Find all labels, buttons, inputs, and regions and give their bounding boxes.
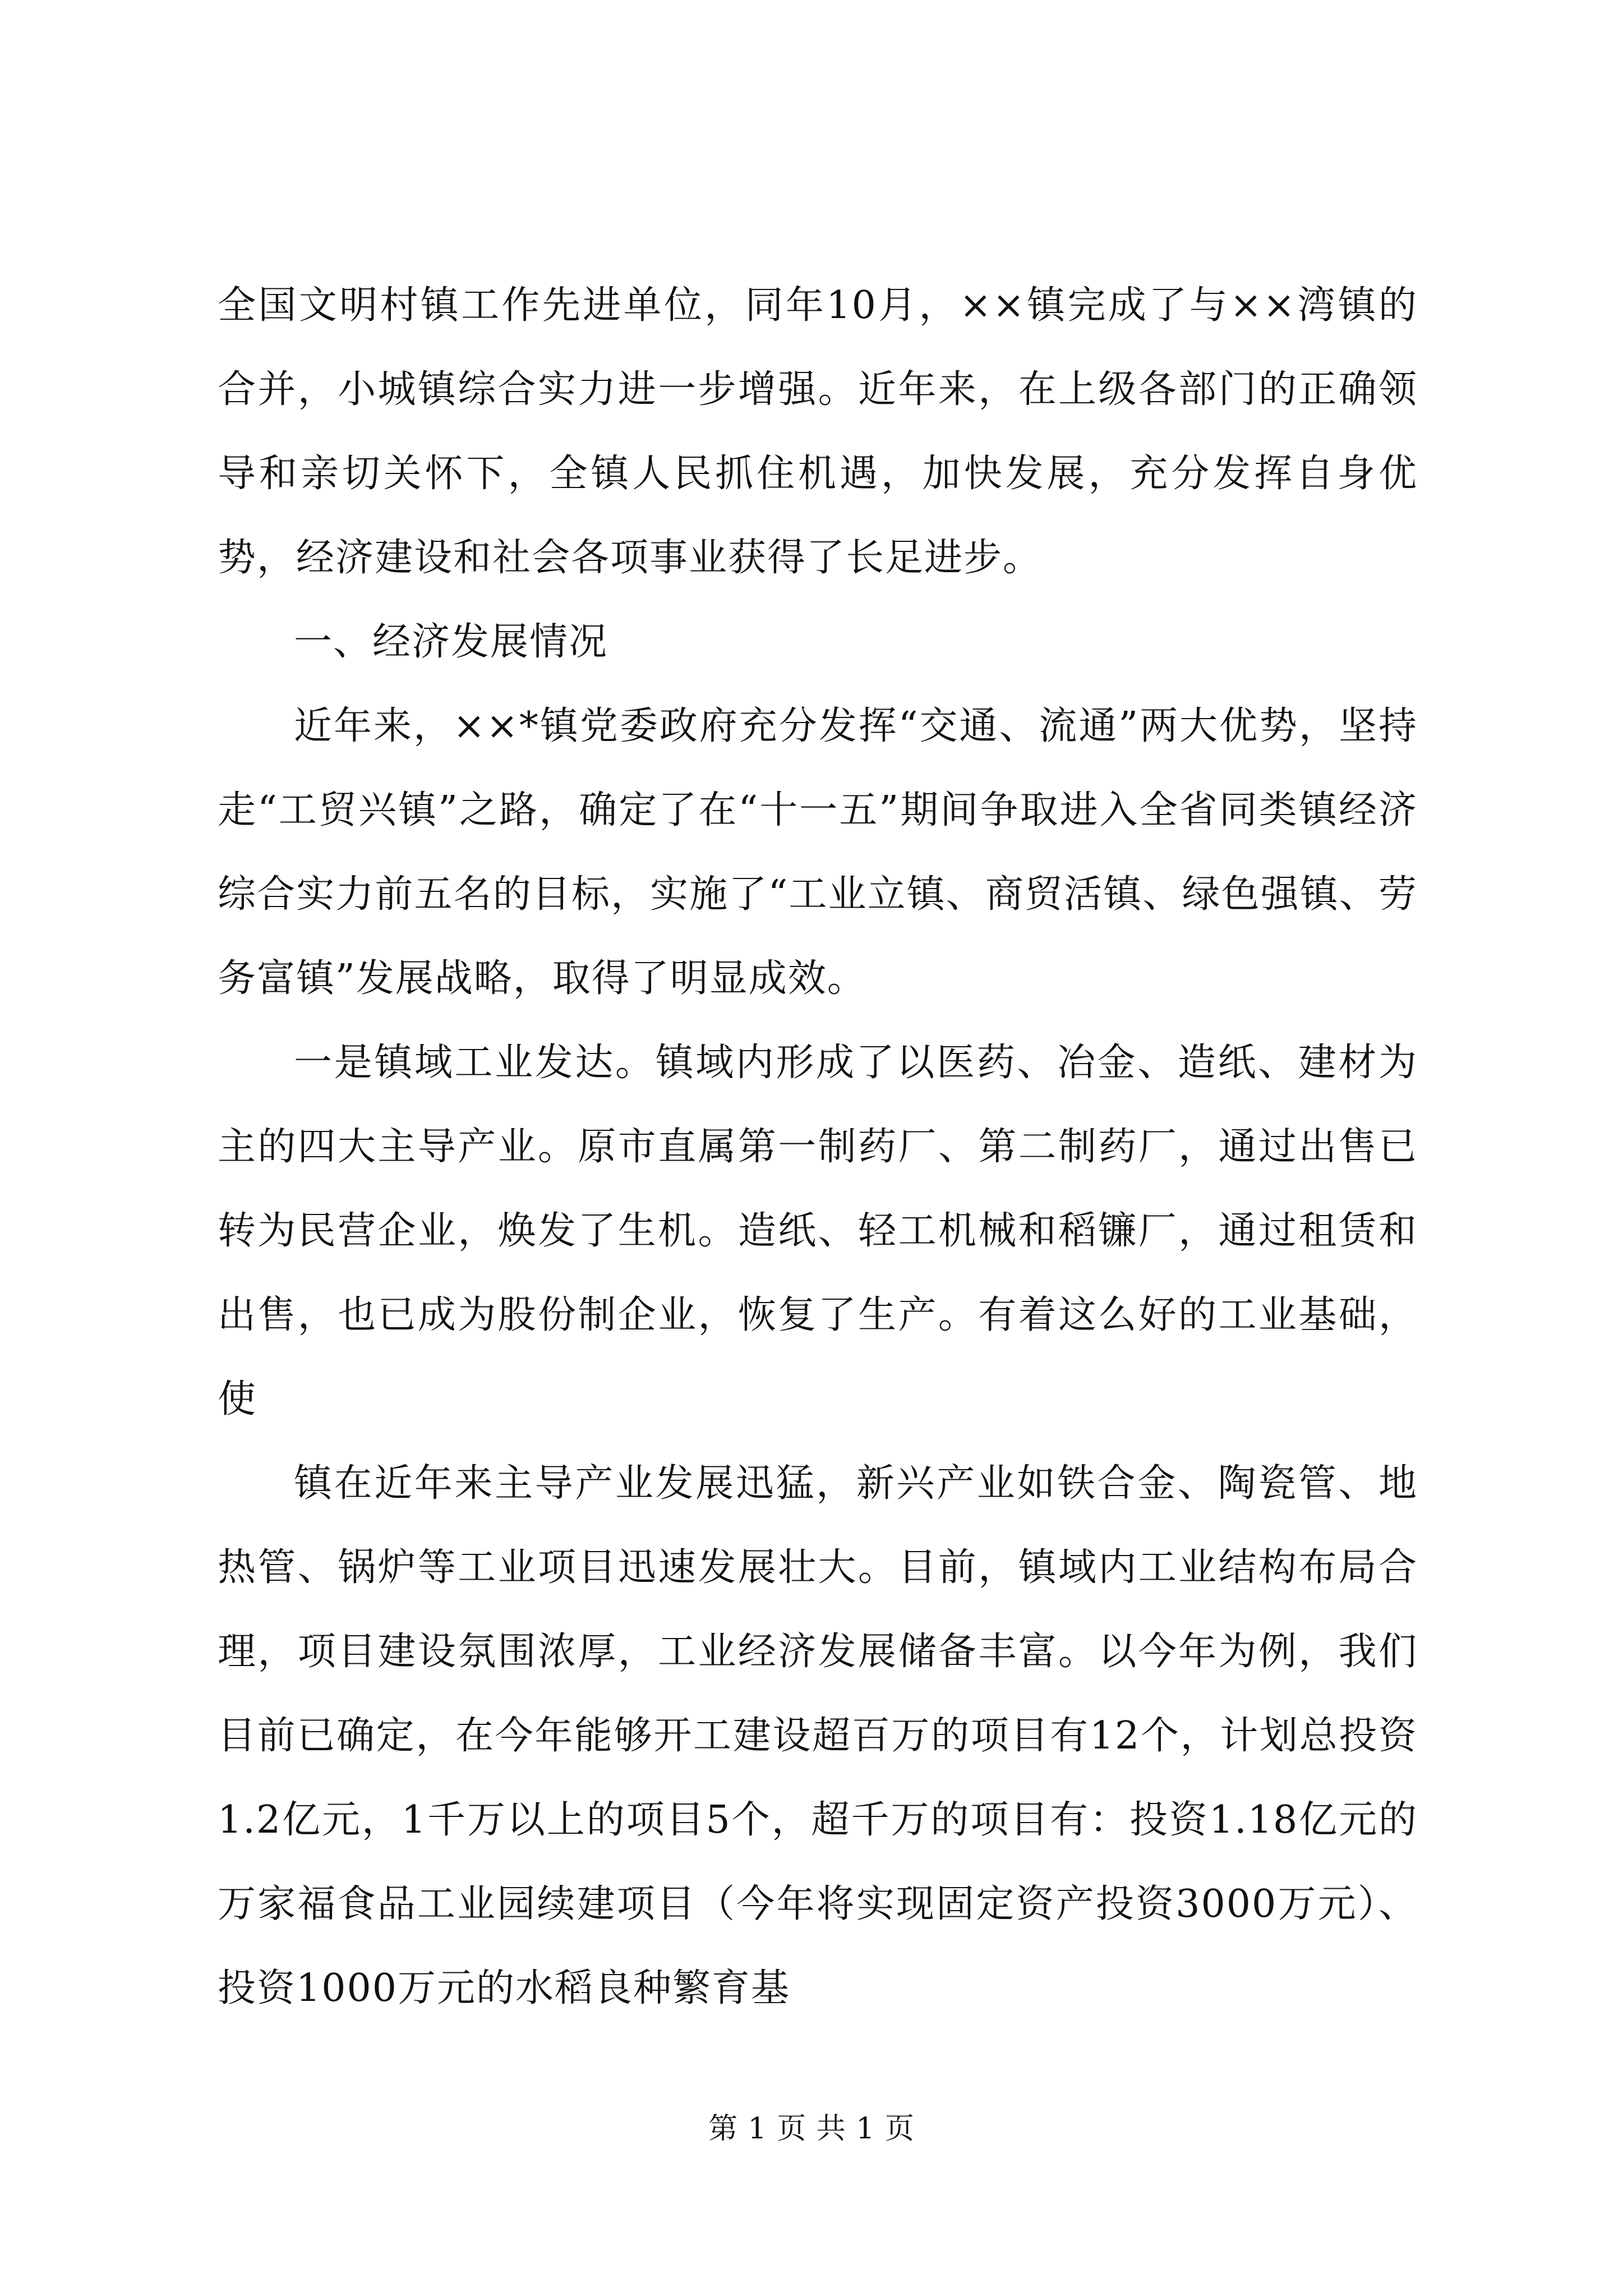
paragraph-industry: 一是镇域工业发达。镇域内形成了以医药、冶金、造纸、建材为主的四大主导产业。原市直属第一制药厂、第二制药厂，通过出售已转为民营企业，焕发了生机。造纸、轻工机械和稻镰厂，通过租赁和出售，也已成为股份制企业，恢复了生产。有着这么好的工业基础，使 bbox=[218, 1041, 1418, 1421]
paragraph-intro: 全国文明村镇工作先进单位，同年10月，××镇完成了与××湾镇的合并，小城镇综合实力进一步增强。近年来，在上级各部门的正确领导和亲切关怀下，全镇人民抓住机遇，加快发展，充分发挥自身优势，经济建设和社会各项事业获得了长足进步。 bbox=[218, 283, 1418, 580]
section-heading: 一、经济发展情况 bbox=[294, 620, 608, 664]
document-body bbox=[218, 264, 1418, 2031]
paragraph-projects: 镇在近年来主导产业发展迅猛，新兴产业如铁合金、陶瓷管、地热管、锅炉等工业项目迅速发展壮大。目前，镇域内工业结构布局合理，项目建设氛围浓厚，工业经济发展储备丰富。以今年为例，我们目前已确定，在今年能够开工建设超百万的项目有12个，计划总投资1.2亿元，1千万以上的项目5个，超千万的项目有：投资1.18亿元的万家福食品工业园续建项目（今年将实现固定资产投资3000万元）、投资1000万元的水稻良种繁育基 bbox=[218, 1461, 1418, 2010]
page-footer: 第 1 页 共 1 页 bbox=[708, 2112, 915, 2146]
paragraph-strategy: 近年来，××*镇党委政府充分发挥“交通、流通”两大优势，坚持走“工贸兴镇”之路，确定了在“十一五”期间争取进入全省同类镇经济综合实力前五名的目标，实施了“工业立镇、商贸活镇、绿色强镇、劳务富镇”发展战略，取得了明显成效。 bbox=[218, 704, 1418, 1001]
